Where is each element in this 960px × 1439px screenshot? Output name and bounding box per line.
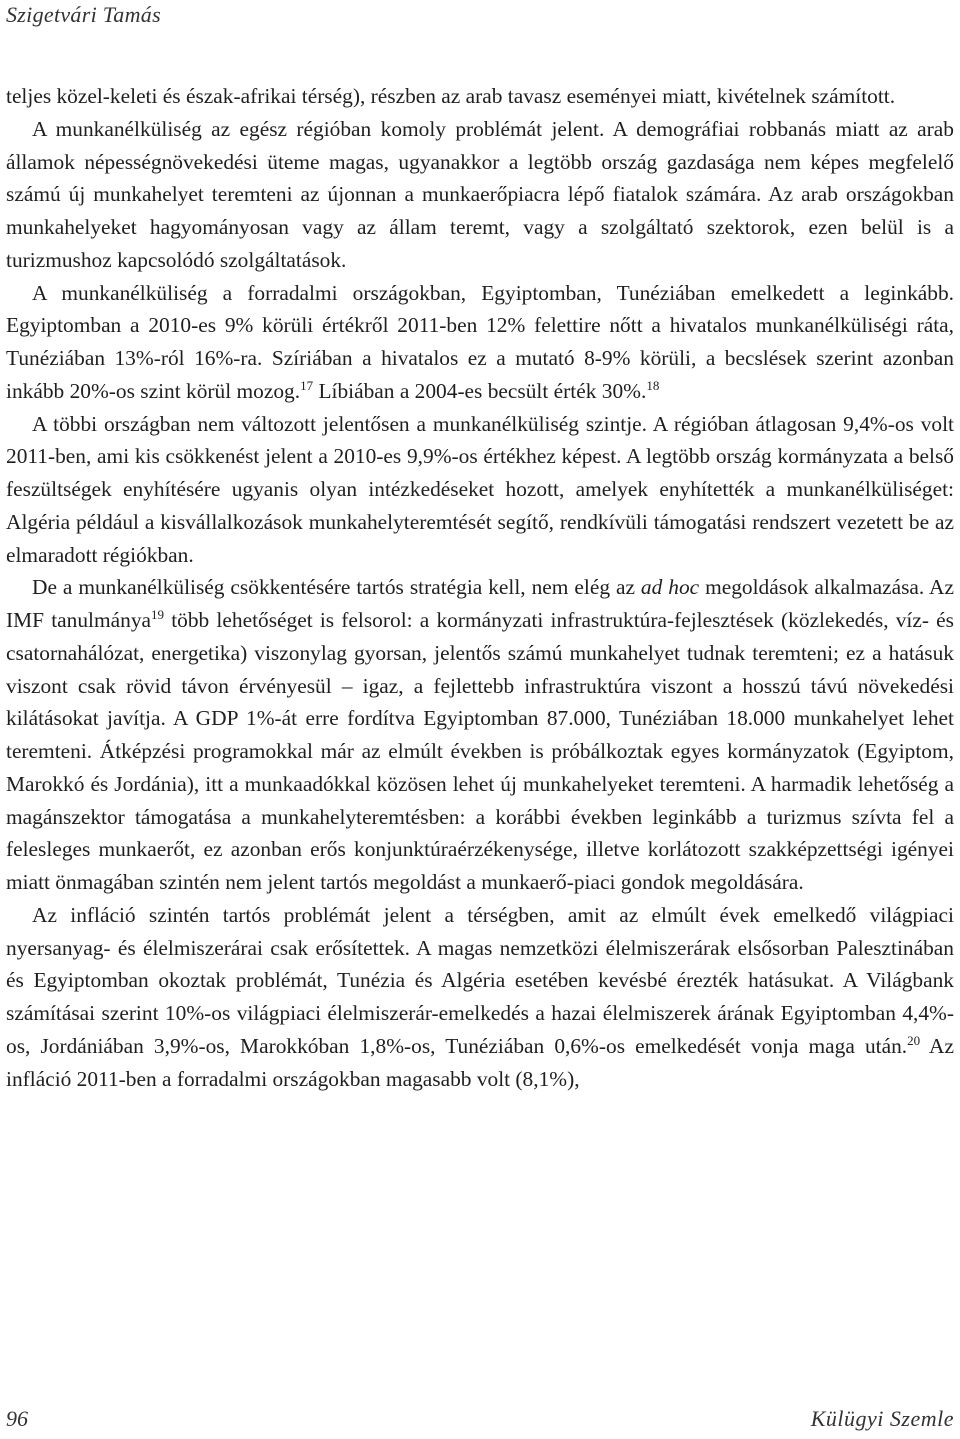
paragraph-text: A munkanélküliség az egész régióban komoly problémát jelent. A demográfiai robbanás miatt az arab államok népességnövekedési üteme magas, ugyanakkor a legtöbb ország gazdasága nem képes megfelelő számú új munkahelyet teremteni az újonnan a munkaerőpiacra lépő fiatalok számára. Az arab országokban munkahelyeket hagyományosan vagy az állam teremt, vagy a szolgáltató szektorok, ezen belül is a turizmushoz kapcsolódó szolgáltatások.	[6, 116, 954, 272]
paragraph-text: A munkanélküliség a forradalmi országokban, Egyiptomban, Tunéziában emelkedett a leginkább. Egyiptomban a 2010-es 9% körüli értékről 2011-ben 12% felettire nőtt a hivatalos munkanélküliségi ráta, Tunéziában 13%-ról 16%-ra. Szíriában a hivatalos ez a mutató 8-9% körüli, a becslések szerint azonban inkább 20%-os szint körül mozog.	[6, 280, 954, 403]
paragraph-3	[6, 277, 954, 408]
paragraph-text: megoldások alkalmazása. Az IMF tanulmánya	[6, 575, 954, 632]
page-number: 96	[6, 1406, 28, 1431]
paragraph-text: Az infláció 2011-ben a forradalmi országokban magasabb volt (8,1%),	[6, 1033, 954, 1091]
journal-name: Külügyi Szemle	[810, 1406, 954, 1431]
footnote-ref-20[interactable]: 20	[907, 1032, 921, 1048]
paragraph-text: több lehetőséget is felsorol: a kormányzati infrastruktúra-fejlesztések (közlekedés, víz- és csatornahálózat, energetika) viszonylag gyorsan, jelentős számú munkahelyet tudnak teremteni; ez a hatásuk viszont csak rövid távon érvényesül – igaz, a fejlettebb infrastruktúra viszont a hosszú távú növekedési kilátásokat javítja. A GDP 1%-át erre fordítva Egyiptomban 87.000, Tunéziában 18.000 munkahelyet lehet teremteni. Átképzési programokkal már az elmúlt években is próbálkoztak egyes kormányzatok (Egyiptom, Marokkó és Jordánia), itt a munkaadókkal közösen lehet új munkahelyeket teremteni. A harmadik lehetőség a magánszektor támogatása a munkahelyteremtésben: a korábbi években leginkább a turizmus szívta fel a felesleges munkaerőt, ez azonban erős konjunktúraérzékenysége, illetve korlátozott szakképzettségi igényei miatt önmagában szintén nem jelent tartós megoldást a munkaerő-piaci gondok megoldására.	[6, 608, 954, 894]
paragraph-5	[6, 571, 954, 899]
paragraph-6	[6, 899, 954, 1096]
article-body	[6, 80, 954, 1095]
paragraph-text: Az infláció szintén tartós problémát jelent a térségben, amit az elmúlt évek emelkedő világpiaci nyersanyag- és élelmiszerárai csak erősítettek. A magas nemzetközi élelmiszerárak elsősorban Palesztinában és Egyiptomban okoztak problémát, Tunézia és Algéria esetében kevésbé érezték hatásukat. A Világbank számításai szerint 10%-os világpiaci élelmiszerár-emelkedés a hazai élelmiszerek árának Egyiptomban 4,4%-os, Jordániában 3,9%-os, Marokkóban 1,8%-os, Tunéziában 0,6%-os emelkedését vonja maga után.	[6, 902, 954, 1058]
paragraph-text: De a munkanélküliség csökkentésére tartós stratégia kell, nem elég az	[32, 575, 641, 600]
running-head: Szigetvári Tamás	[6, 2, 161, 27]
paragraph-4	[6, 408, 954, 572]
paragraph-2	[6, 113, 954, 277]
paragraph-text: A többi országban nem változott jelentősen a munkanélküliség szintje. A régióban átlagosan 9,4%-os volt 2011-ben, ami kis csökkenést jelent a 2010-es 9,9%-os értékhez képest. A legtöbb ország kormányzata a belső feszültségek enyhítésére ugyanis olyan intézkedéseket hozott, amelyek enyhítették a munkanélküliséget: Algéria például a kisvállalkozások munkahelyteremtését segítő, rendkívüli támogatási rendszert vezetett be az elmaradott régiókban.	[6, 411, 954, 567]
paragraph-text: teljes közel-keleti és észak-afrikai térség), részben az arab tavasz eseményei miatt, kivételnek számított.	[6, 84, 896, 108]
paragraph-text: Líbiában a 2004-es becsült érték 30%.	[313, 378, 647, 403]
italic-term: ad hoc	[640, 575, 700, 600]
footnote-ref-19[interactable]: 19	[151, 606, 165, 622]
footnote-ref-17[interactable]: 17	[300, 377, 314, 393]
footnote-ref-18[interactable]: 18	[646, 377, 660, 393]
paragraph-1	[6, 80, 954, 113]
